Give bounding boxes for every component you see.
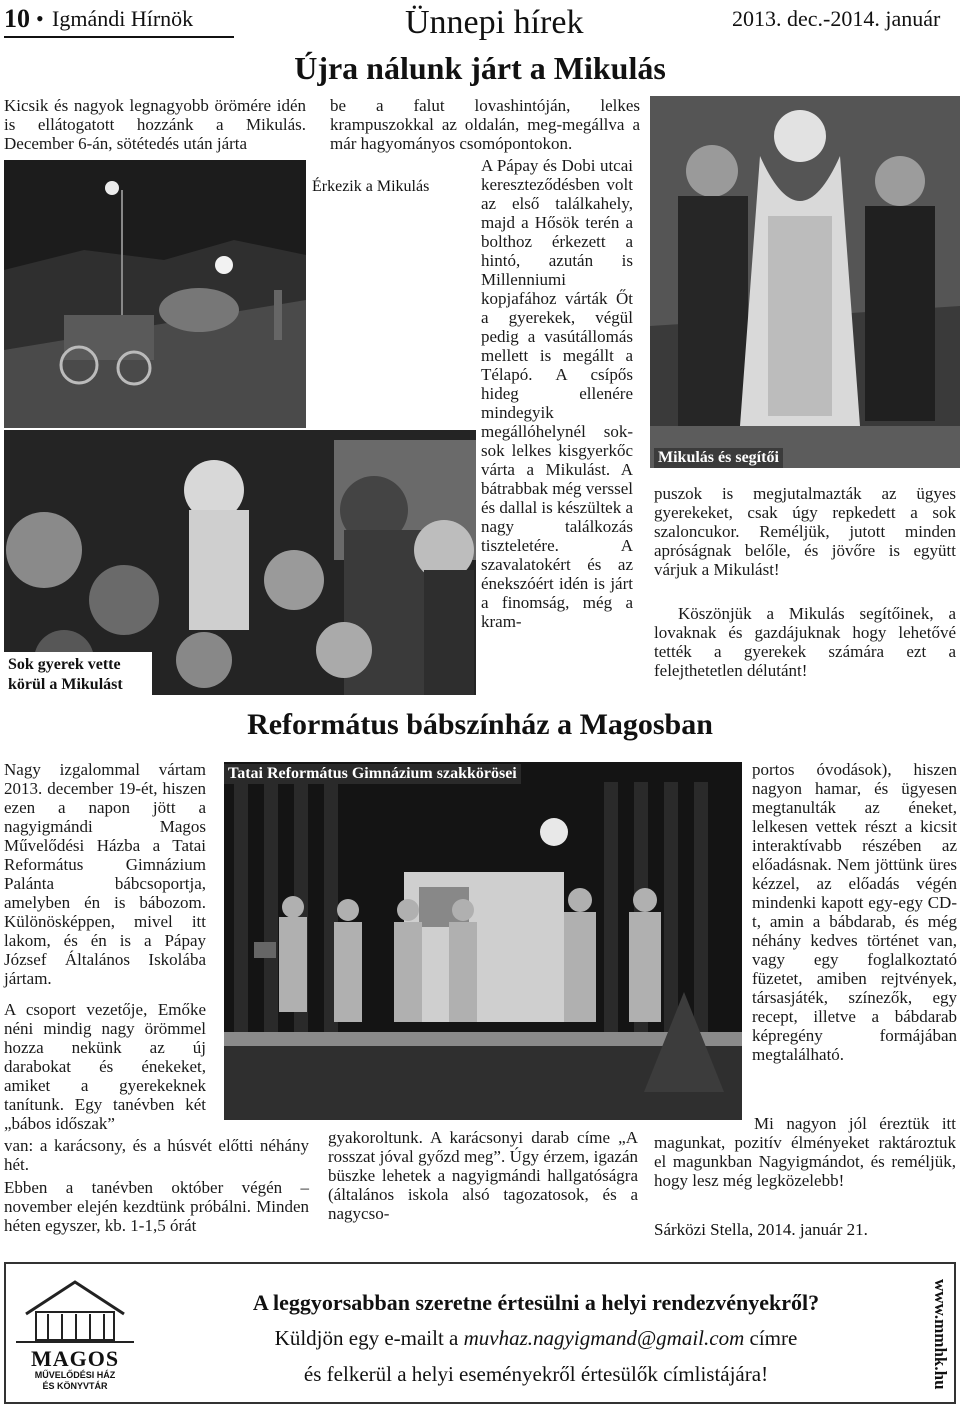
photo-carriage-caption: Érkezik a Mikulás (312, 178, 430, 195)
photo-stage-caption: Tatai Református Gimnázium szakkörösei (224, 764, 521, 784)
footer-banner (4, 1262, 956, 1404)
footer-line2-pre: Küldjön egy e-mailt a (274, 1326, 459, 1350)
photo-mikulas-helpers-image (650, 96, 960, 468)
logo-sub1: MŰVELŐDÉSI HÁZ (34, 1370, 116, 1380)
article2-signature: Sárközi Stella, 2014. január 21. (654, 1220, 868, 1239)
header-underline (4, 36, 234, 38)
photo-mikulas-helpers (650, 96, 960, 468)
article1-col1-text: Kicsik és nagyok legnagyobb örömére idén is ellátogatott hozzánk a Mikulás. December 6-án, sötétedés után járta (4, 96, 306, 153)
article1-col2-intro: be a falut lovashintóján, lelkes krampuszokkal az oldalán, meg-megállva a már hagyományos csomópontokon. (330, 96, 640, 153)
article2-right-text-1: portos óvodások), hiszen nagyon hamar, és ügyesen megtanulták az éneket, lelkesen vettek részt a kicsit interaktívabb részében az előadásnak. Nem jöttünk üres kézzel, az előadás végén mindenki kapott egy-egy CD-t, amin a bábdarab, és még néhány kedves történet van, vagy egy foglalkoztató füzetet, amiben rejtvények, társasjáték, színezők, egy recept, illetve a bábdarab képregény formájában megtalálható. (752, 760, 957, 1064)
article2-right-text-2: Mi nagyon jól éreztük itt magunkat, pozitív élményeket raktároztuk el magunkban Nagyigmándot, és reméljük, hogy lesz még legközelebb! (654, 1114, 956, 1190)
footer-line2 (156, 1326, 916, 1351)
logo-name: MAGOS (30, 1346, 120, 1371)
photo-children-caption (4, 652, 152, 696)
footer-line3: és felkerül a helyi eseményekről értesülők címlistájára! (303, 1362, 769, 1386)
article1-title: Újra nálunk járt a Mikulás (294, 50, 666, 86)
bullet-icon: • (36, 6, 44, 31)
magos-logo (16, 1274, 134, 1394)
photo-stage (224, 762, 742, 1120)
article2-title: Református bábszínház a Magosban (247, 708, 713, 741)
article1-col3-text2: Köszönjük a Mikulás segítőinek, a lovaknak és gazdájuknak hogy lehetővé tették a gyerekek számára ezt a felejthetetlen délutánt! (654, 604, 956, 680)
footer-line2-post: címre (749, 1326, 798, 1350)
photo-mikulas-helpers-caption: Mikulás és segítői (654, 448, 783, 468)
article2-left-text-2: A csoport vezetője, Emőke néni mindig nagy örömmel hozza nekünk az új darabokat és énekeket, amiket a gyerekeknek tanítunk. Egy tanévben két „bábos időszak” (4, 1000, 206, 1133)
article1-col2-text: A Pápay és Dobi utcai kereszteződésben volt az első találkahely, majd a Hősök terén a bolthoz érkezett a hintó, azután is Millenniumi kopjafához várták Őt a gyerekek, végül pedig a vasútállomás mellett is megállt a Télapó. A csípős hideg ellenére mindegyik megállóhelynél sok-sok lelkes kisgyerkőc várta a Mikulást. A bátrabbak még verssel és dallal is készültek a nagy találkozás tiszteletére. A szavalatokért és az énekszóért idén is járt a finomság, még a kram- (481, 156, 634, 631)
photo-carriage-image (4, 160, 306, 428)
article2-mid-text: gyakoroltunk. A karácsonyi darab címe „A rosszat jóval győzd meg”. Úgy érzem, igazán büszke lehetek a nagyigmándi hallgatóságra (általános iskola alsó tagozatosok, és a nagycso- (328, 1128, 638, 1223)
footer-email-link[interactable]: muvhaz.nagyigmand@gmail.com (463, 1326, 745, 1350)
photo-children-caption-text: Sok gyerek vette körül a Mikulást (8, 656, 123, 693)
photo-stage-image (224, 762, 742, 1120)
article2-left-text-1: Nagy izgalommal vártam 2013. december 19-ét, hiszen ezen a napon jött a nagyigmándi Magos Művelődési Házba a Tatai Református Gimnázium Palánta bábcsoportja, amelyben én is bábozom. Különösképpen, mivel itt lakom, és én is a Pápay József Általános Iskolába jártam. (4, 760, 206, 988)
issue-date: 2013. dec.-2014. január (732, 6, 941, 31)
section-title: Ünnepi hírek (405, 4, 584, 41)
article1-col3-text1: puszok is megjutalmazták az ügyes gyerekeket, csak úgy repkedett a sok szaloncukor. Reméljük, jutott minden apróságnak belőle, és jövőre is együtt várjuk a Mikulást! (654, 484, 956, 579)
paper-name: Igmándi Hírnök (52, 6, 194, 31)
house-icon (16, 1274, 134, 1344)
article2-left-text-3: van: a karácsony, és a húsvét előtti néhány hét. (4, 1136, 309, 1174)
page-header (0, 0, 960, 40)
footer-url-link[interactable]: www.mmhk.hu (931, 1278, 950, 1390)
photo-carriage (4, 160, 306, 428)
footer-headline: A leggyorsabban szeretne értesülni a helyi rendezvényekről? (252, 1290, 820, 1315)
article2-left-text-4: Ebben a tanévben október végén – november elején kezdtünk próbálni. Minden héten egyszer, kb. 1-1,5 órát (4, 1178, 309, 1235)
page-number: 10 (4, 4, 30, 33)
logo-sub2: ÉS KÖNYVTÁR (42, 1381, 108, 1391)
